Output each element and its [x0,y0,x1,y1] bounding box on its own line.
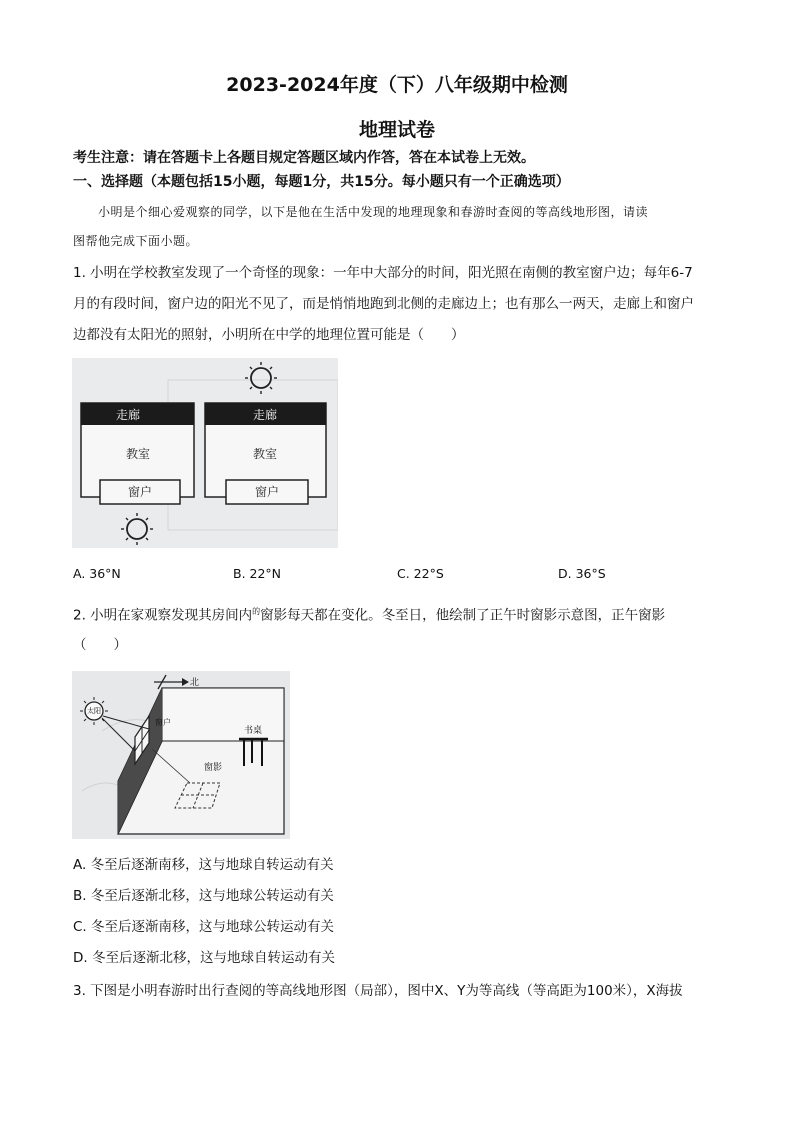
q2-line-1-part-b: 窗影每天都在变化。冬至日，他绘制了正午时窗影示意图，正午窗影 [260,607,666,624]
q1-option-c[interactable]: C. 22°S [397,566,444,581]
q2-figure [72,671,290,839]
q1-line-1: 1. 小明在学校教室发现了一个奇怪的现象：一年中大部分的时间，阳光照在南侧的教室窗户边；每年6-7 [73,265,693,281]
q2-option-b[interactable]: B. 冬至后逐渐北移，这与地球公转运动有关 [73,888,334,904]
q3-line-1: 3. 下图是小明春游时出行查阅的等高线地形图（局部），图中X、Y为等高线（等高距为100米），X海拔 [73,983,683,999]
q2-line-1-superscript: 的 [252,607,261,616]
q1-option-a[interactable]: A. 36°N [73,566,121,581]
shadow-label: 窗影 [204,763,223,773]
window-label: 窗户 [155,718,171,727]
notice: 考生注意：请在答题卡上各题目规定答题区域内作答，答在本试卷上无效。 [73,150,535,166]
classroom-label-right: 教室 [252,447,278,461]
section-heading: 一、选择题（本题包括15小题，每题1分，共15分。每小题只有一个正确选项） [73,174,570,190]
classroom-label-left: 教室 [125,447,151,461]
q2-line-1-part-a: 2. 小明在家观察发现其房间内 [73,607,253,624]
intro-line-2: 图帮他完成下面小题。 [73,234,199,248]
q2-option-c[interactable]: C. 冬至后逐渐南移，这与地球公转运动有关 [73,919,335,935]
q2-option-d[interactable]: D. 冬至后逐渐北移，这与地球自转运动有关 [73,950,335,966]
q2-option-a[interactable]: A. 冬至后逐渐南移，这与地球自转运动有关 [73,857,334,873]
sun-label: 太阳 [87,707,101,715]
intro-line-1: 小明是个细心爱观察的同学，以下是他在生活中发现的地理现象和春游时查阅的等高线地形图，请读 [98,205,649,219]
q1-line-3: 边都没有太阳光的照射，小明所在中学的地理位置可能是（ ） [73,327,465,343]
corridor-label-left: 走廊 [115,408,141,422]
q2-line-2: （ ） [73,637,127,653]
window-label-left: 窗户 [127,485,153,499]
q1-line-2: 月的有段时间，窗户边的阳光不见了，而是悄悄地跑到北侧的走廊边上；也有那么一两天，走廊上和窗户 [73,296,694,312]
q2-line-1 [73,603,733,625]
exam-subtitle: 地理试卷 [358,119,435,141]
window-label-right: 窗户 [254,485,280,499]
desk-label: 书桌 [244,726,263,736]
exam-title: 2023-2024年度（下）八年级期中检测 [226,74,568,96]
north-label: 北 [190,678,200,688]
q1-option-d[interactable]: D. 36°S [558,566,606,581]
q1-figure [72,358,338,548]
corridor-label-right: 走廊 [252,408,278,422]
q1-option-b[interactable]: B. 22°N [233,566,282,581]
